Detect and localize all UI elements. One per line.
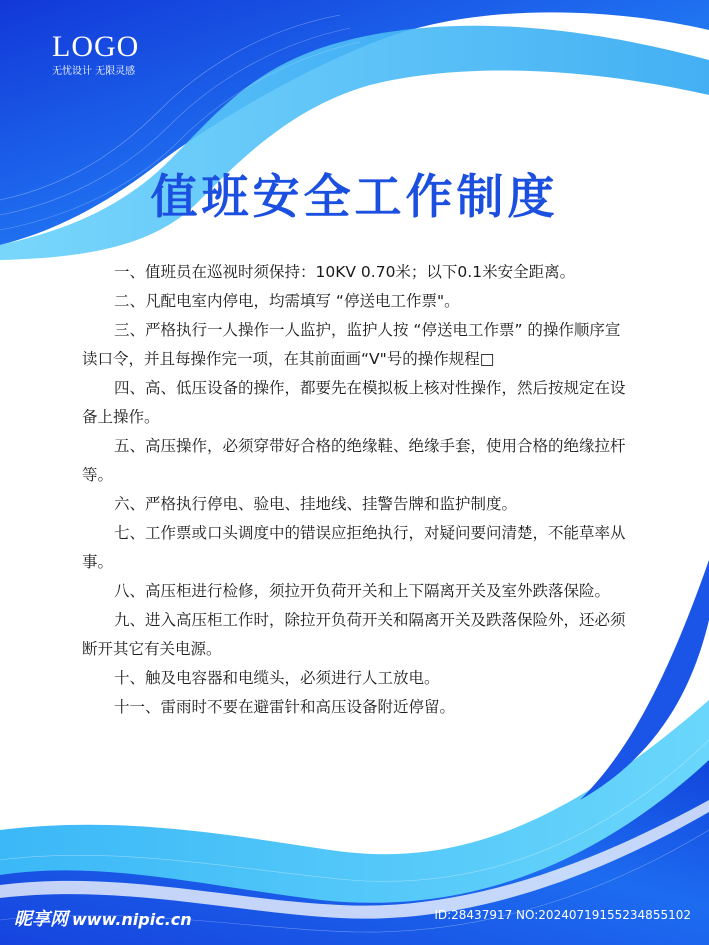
rule-item: 八、高压柜进行检修，须拉开负荷开关和上下隔离开关及室外跌落保险。: [114, 582, 611, 600]
rule-item: 七、工作票或口头调度中的错误应拒绝执行，对疑问要问清楚，不能草率从事。: [82, 524, 626, 571]
page-title: 值班安全工作制度: [150, 170, 559, 225]
rules-list: [82, 258, 630, 722]
rule-item: 九、进入高压柜工作时，除拉开负荷开关和隔离开关及跌落保险外，还必须断开其它有关电源。: [82, 611, 626, 658]
rule-item: 十、触及电容器和电缆头，必须进行人工放电。: [114, 669, 440, 687]
logo: [52, 30, 139, 79]
rule-item: 六、严格执行停电、验电、挂地线、挂警告牌和监护制度。: [114, 495, 518, 513]
watermark-brand-name: 昵享网: [14, 909, 68, 930]
rule-item: 一、值班员在巡视时须保持：10KV 0.70米；以下0.1米安全距离。: [114, 263, 576, 281]
rule-item: 二、凡配电室内停电，均需填写 “停送电工作票"。: [114, 292, 460, 310]
logo-text: LOGO: [52, 30, 140, 63]
watermark-brand: [14, 905, 192, 931]
watermark-id: ID:28437917 NO:20240719155234855102: [434, 908, 691, 922]
rule-item: 五、高压操作，必须穿带好合格的绝缘鞋、绝缘手套，使用合格的绝缘拉杆等。: [82, 437, 626, 484]
watermark-site: www.nipic.cn: [72, 910, 192, 929]
rule-item: 三、严格执行一人操作一人监护，监护人按 “停送电工作票” 的操作顺序宣读口令，并且每操作完一项，在其前面画“V"号的操作规程□: [82, 321, 621, 368]
rule-item: 十一、雷雨时不要在避雷针和高压设备附近停留。: [114, 698, 456, 716]
rule-item: 四、高、低压设备的操作，都要先在模拟板上核对性操作，然后按规定在设备上操作。: [82, 379, 626, 426]
logo-tagline: 无忧设计 无限灵感: [52, 66, 136, 77]
